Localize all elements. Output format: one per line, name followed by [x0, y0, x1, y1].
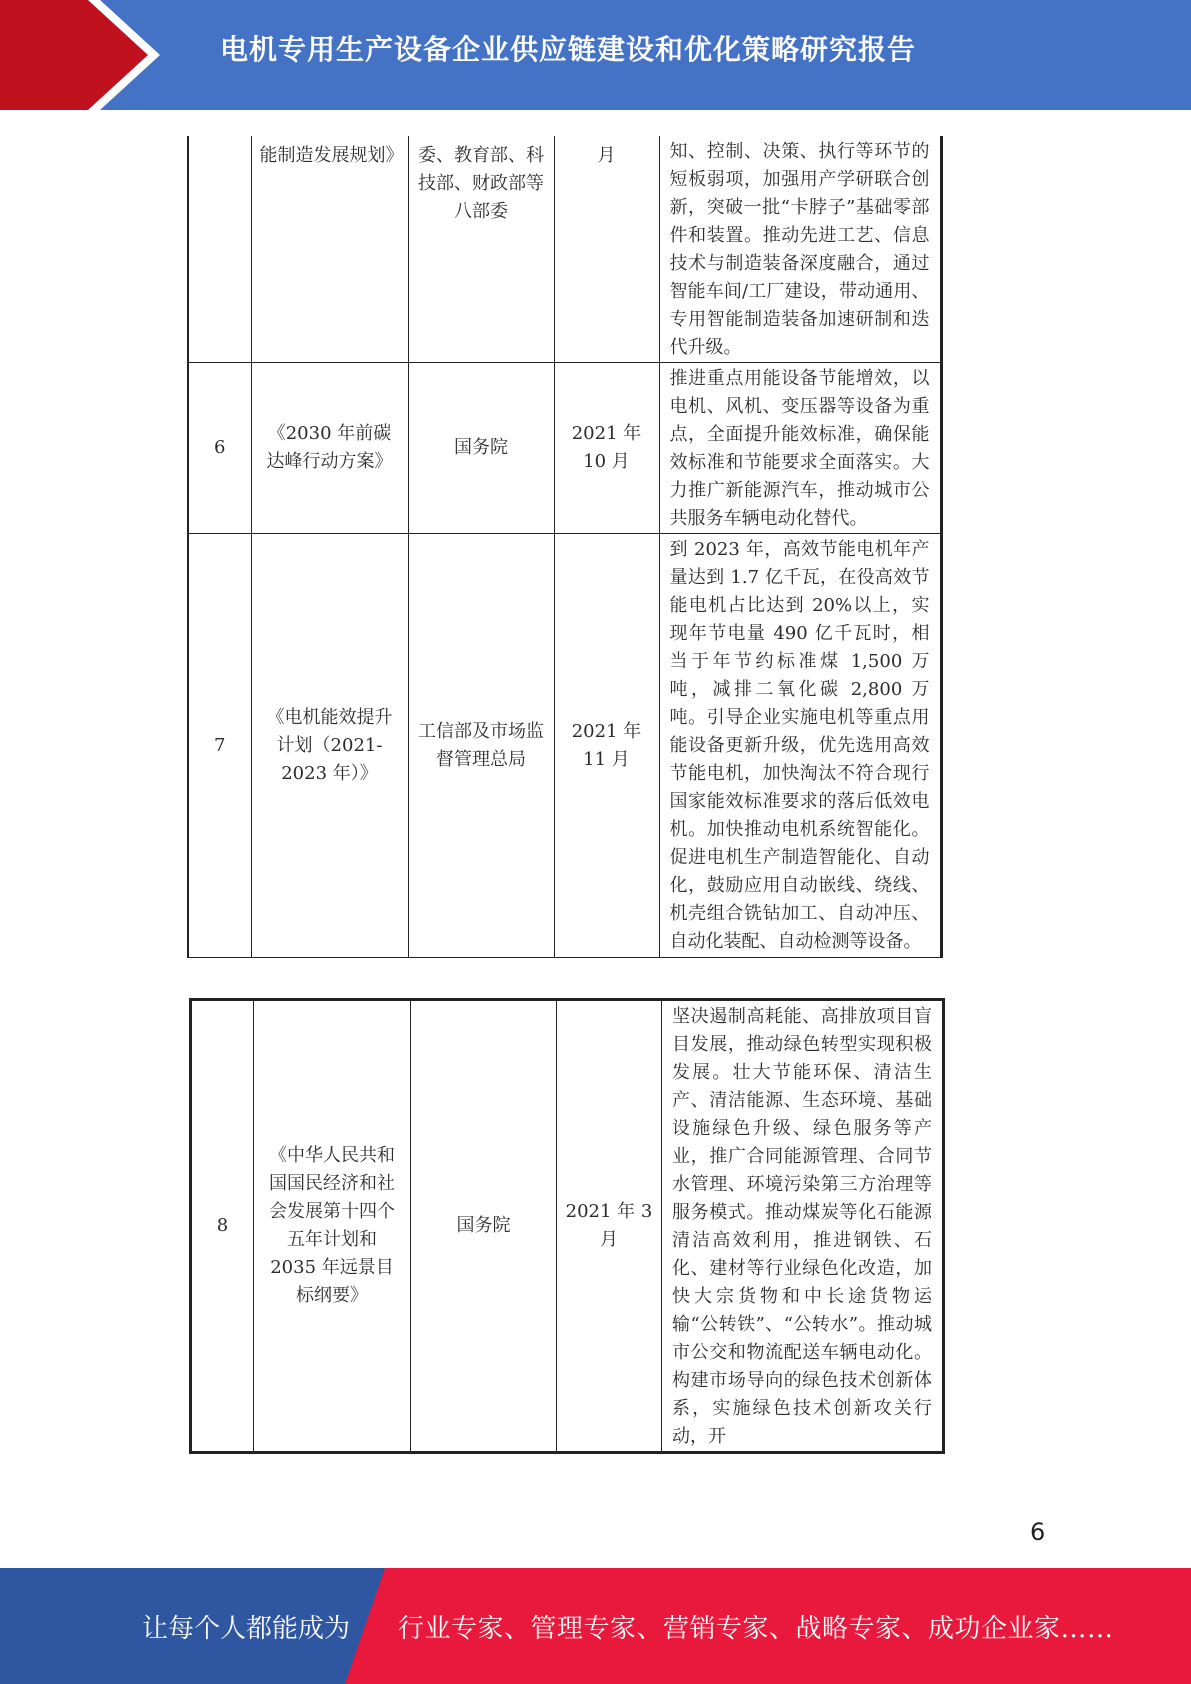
footer-banner	[0, 1568, 1191, 1684]
issue-date: 月	[554, 136, 659, 363]
table-row	[188, 363, 941, 534]
footer-slogan-left: 让每个人都能成为	[142, 1614, 351, 1644]
policy-table-next-page	[189, 998, 945, 1454]
issuing-department: 国务院	[408, 363, 554, 534]
policy-content: 坚决遏制高耗能、高排放项目盲目发展，推动绿色转型实现积极发展。壮大节能环保、清洁生产、清洁能源、生态环境、基础设施绿色升级、绿色服务等产业，推广合同能源管理、合同节水管理、环境污染第三方治理等服务模式。推动煤炭等化石能源清洁高效利用，推进钢铁、石化、建材等行业绿色化改造，加快大宗货物和中长途货物运输“公转铁”、“公转水”。推动城市公交和物流配送车辆电动化。构建市场导向的绿色技术创新体系，实施绿色技术创新攻关行动，开	[662, 1000, 944, 1453]
policy-name: 《电机能效提升计划（2021-2023 年）》	[251, 534, 408, 958]
arrow-decoration-icon	[0, 0, 160, 110]
policy-name: 《中华人民共和国国民经济和社会发展第十四个五年计划和 2035 年远景目标纲要》	[254, 1000, 411, 1453]
issuing-department: 工信部及市场监督管理总局	[408, 534, 554, 958]
row-number	[188, 136, 251, 363]
header-banner	[0, 0, 1191, 110]
issue-date: 2021 年 3 月	[557, 1000, 662, 1453]
policy-name: 能制造发展规划》	[251, 136, 408, 363]
table-row	[188, 136, 941, 363]
issue-date: 2021 年 10 月	[554, 363, 659, 534]
row-number: 7	[188, 534, 251, 958]
table-row	[191, 1000, 944, 1453]
row-number: 8	[191, 1000, 254, 1453]
footer-slogan-right: 行业专家、管理专家、营销专家、战略专家、成功企业家……	[398, 1614, 1114, 1644]
issuing-department: 国务院	[411, 1000, 557, 1453]
issue-date: 2021 年 11 月	[554, 534, 659, 958]
page-number: 6	[1030, 1518, 1046, 1546]
policy-content: 到 2023 年，高效节能电机年产量达到 1.7 亿千瓦，在役高效节能电机占比达到 20%以上，实现年节电量 490 亿千瓦时，相当于年节约标准煤 1,500 万吨，减排二氧化碳 2,800 万吨。引导企业实施电机等重点用能设备更新升级，优先选用高效节能电机，加快淘汰不符合现行国家能效标准要求的落后低效电机。加快推动电机系统智能化。促进电机生产制造智能化、自动化，鼓励应用自动嵌线、绕线、机壳组合铣钻加工、自动冲压、自动化装配、自动检测等设备。	[659, 534, 941, 958]
policy-content: 知、控制、决策、执行等环节的短板弱项，加强用产学研联合创新，突破一批“卡脖子”基础零部件和装置。推动先进工艺、信息技术与制造装备深度融合，通过智能车间/工厂建设，带动通用、专用智能制造装备加速研制和迭代升级。	[659, 136, 941, 363]
issuing-department: 委、教育部、科技部、财政部等八部委	[408, 136, 554, 363]
policy-content: 推进重点用能设备节能增效，以电机、风机、变压器等设备为重点，全面提升能效标准，确保能效标准和节能要求全面落实。大力推广新能源汽车，推动城市公共服务车辆电动化替代。	[659, 363, 941, 534]
table-row	[188, 534, 941, 958]
row-number: 6	[188, 363, 251, 534]
policy-table-continued	[187, 136, 943, 958]
report-title: 电机专用生产设备企业供应链建设和优化策略研究报告	[220, 33, 917, 66]
policy-name: 《2030 年前碳达峰行动方案》	[251, 363, 408, 534]
